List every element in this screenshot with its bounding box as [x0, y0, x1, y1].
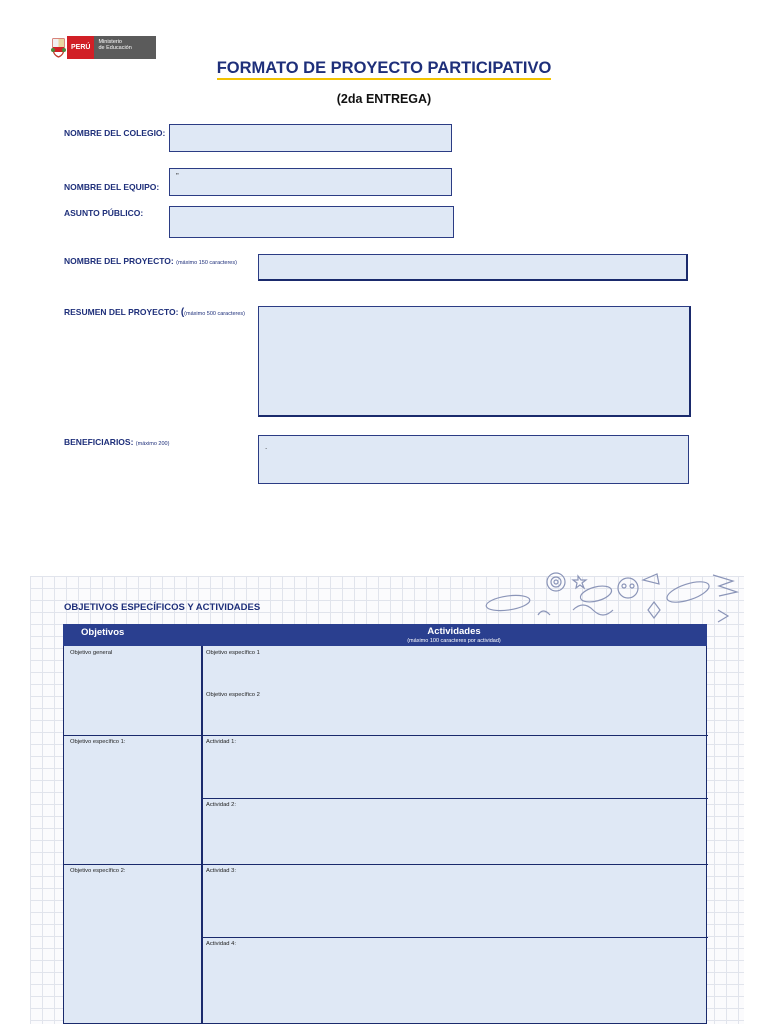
actividad-3-cell[interactable]: Actividad 3:	[206, 868, 236, 874]
actividad-4-cell[interactable]: Actividad 4:	[206, 941, 236, 947]
document-title: FORMATO DE PROYECTO PARTICIPATIVO	[0, 59, 768, 78]
table-body	[63, 646, 707, 1024]
doodle-decoration-icon	[478, 570, 744, 630]
beneficiarios-label: BENEFICIARIOS: (máximo 200)	[64, 437, 170, 447]
general-sub2-cell[interactable]: Objetivo específico 2	[206, 692, 260, 698]
row-divider	[202, 798, 708, 799]
equipo-label: NOMBRE DEL EQUIPO:	[64, 182, 160, 192]
beneficiarios-field[interactable]: .	[258, 435, 689, 484]
column-divider	[201, 646, 203, 1024]
objetivo-general-cell[interactable]: Objetivo general	[70, 650, 113, 656]
minedu-logo	[50, 36, 156, 59]
actividad-1-cell[interactable]: Actividad 1:	[206, 739, 236, 745]
col-objetivos-header: Objetivos	[81, 627, 125, 638]
proyecto-label: NOMBRE DEL PROYECTO: (máximo 150 caracteres)	[64, 256, 237, 266]
proyecto-field[interactable]	[258, 254, 688, 281]
col-actividades-header: Actividades	[427, 626, 481, 637]
general-sub1-cell[interactable]: Objetivo específico 1	[206, 650, 260, 656]
resumen-field[interactable]	[258, 306, 691, 417]
document-subtitle: (2da ENTREGA)	[336, 92, 432, 106]
resumen-label: RESUMEN DEL PROYECTO: ((máximo 500 caracteres)	[64, 307, 245, 318]
objetivo-especifico-1-cell[interactable]: Objetivo específico 1:	[70, 739, 126, 745]
ministry-label: Ministerio de Educación	[94, 36, 156, 59]
actividades-note: (máximo 100 caracteres por actividad)	[407, 638, 501, 644]
equipo-field[interactable]: ”	[169, 168, 452, 196]
asunto-label: ASUNTO PÚBLICO:	[64, 208, 144, 218]
colegio-label: NOMBRE DEL COLEGIO:	[64, 128, 166, 138]
row-divider	[64, 735, 708, 736]
row-divider	[202, 937, 708, 938]
colegio-field[interactable]	[169, 124, 452, 152]
peru-shield-icon	[50, 36, 67, 59]
objetivo-especifico-2-cell[interactable]: Objetivo específico 2:	[70, 868, 126, 874]
asunto-field[interactable]	[169, 206, 454, 238]
peru-label: PERÚ	[67, 36, 94, 59]
actividad-2-cell[interactable]: Actividad 2:	[206, 802, 236, 808]
row-divider	[64, 864, 708, 865]
objectives-section-title: OBJETIVOS ESPECÍFICOS Y ACTIVIDADES	[64, 602, 261, 613]
objectives-table	[63, 624, 707, 1024]
table-header	[63, 624, 707, 646]
